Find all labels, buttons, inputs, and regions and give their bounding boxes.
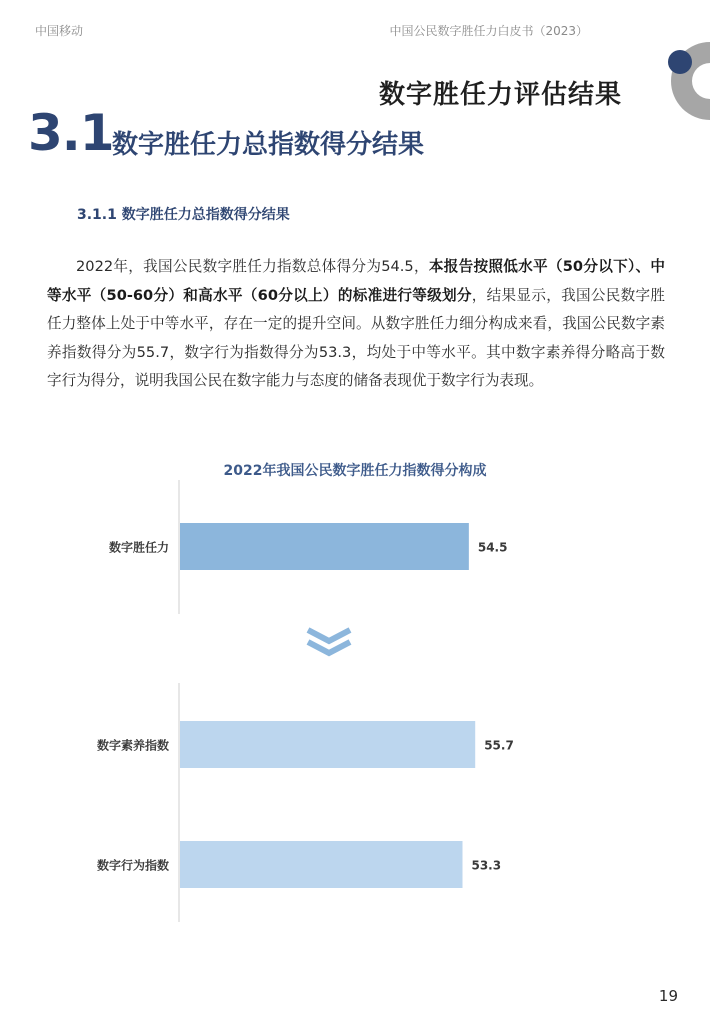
chapter-title: 数字胜任力评估结果 — [378, 80, 622, 110]
header-decoration — [580, 0, 710, 140]
chart-category-label: 数字胜任力 — [108, 540, 169, 555]
score-chart — [0, 450, 710, 950]
body-paragraph — [47, 253, 665, 396]
chart-title: 2022年我国公民数字胜任力指数得分构成 — [223, 463, 487, 479]
section-title: 数字胜任力总指数得分结果 — [112, 130, 425, 160]
chart-category-label: 数字素养指数 — [96, 738, 169, 753]
paragraph-text: ，结果显示，我国公民数字胜任力整体上处于中等水平，存在一定的提升空间。从数字胜任力细分构成来看，我国公民数字素养指数得分为55.7，数字行为指数得分为53.3，均处于中等水平。其中数字素养得分略高于数字行为得分，说明我国公民在数字能力与态度的储备表现优于数字行为表现。 — [47, 286, 665, 390]
chart-bar — [180, 523, 469, 570]
subsection-heading: 3.1.1 数字胜任力总指数得分结果 — [77, 207, 290, 223]
paragraph-text: 2022年，我国公民数字胜任力指数总体得分为54.5， — [76, 258, 429, 275]
chart-data-label: 54.5 — [477, 540, 508, 555]
chart-data-label: 55.7 — [484, 738, 514, 753]
chart-canvas — [0, 450, 710, 950]
header-company: 中国移动 — [35, 24, 84, 38]
paragraph-bold-text: 本报告按照低水平（50分以下）、中等水平（50-60分）和高水平（60分以上）的标准进行等级划分 — [47, 258, 665, 304]
chevron-down-icon — [308, 630, 350, 653]
chart-bar — [180, 721, 475, 768]
chart-category-label: 数字行为指数 — [96, 858, 169, 873]
header-doc-title: 中国公民数字胜任力白皮书（2023） — [389, 24, 588, 38]
chart-data-label: 53.3 — [471, 858, 502, 873]
chart-bar — [180, 841, 462, 888]
section-number: 3.1 — [28, 104, 114, 162]
page-number: 19 — [658, 987, 678, 1005]
